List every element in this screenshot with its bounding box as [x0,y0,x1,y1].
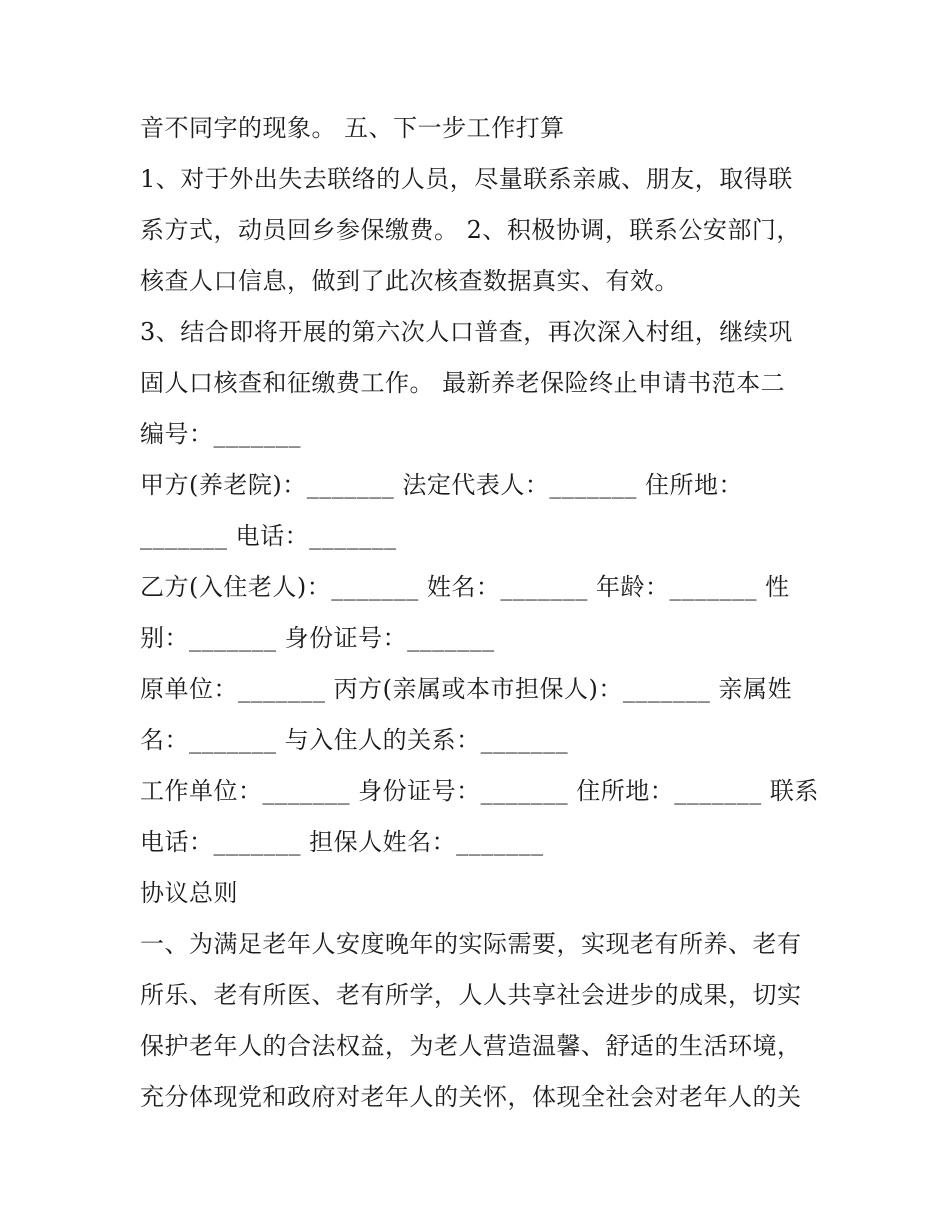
text-line: 1、对于外出失去联络的人员，尽量联系亲戚、朋友，取得联 [140,165,793,193]
text-line: 原单位：_______ 丙方(亲属或本市担保人)：_______ 亲属姓 [140,675,792,703]
text-line: 音不同字的现象。 五、下一步工作打算 [140,114,565,142]
text-line: 核查人口信息，做到了此次核查数据真实、有效。 [140,267,679,295]
text-line: 名：_______ 与入住人的关系：_______ [140,726,569,754]
text-line: 乙方(入住老人)：_______ 姓名：_______ 年龄：_______ 性 [140,573,790,601]
text-line: _______ 电话：_______ [140,522,397,550]
text-line: 3、结合即将开展的第六次人口普查，再次深入村组，继续巩 [140,318,793,346]
text-line: 电话：_______ 担保人姓名：_______ [140,828,544,856]
text-line: 充分体现党和政府对老年人的关怀，体现全社会对老年人的关 [140,1083,802,1111]
document-page [140,103,820,1123]
text-line: 固人口核查和征缴费工作。 最新养老保险终止申请书范本二 [140,369,786,397]
text-line: 所乐、老有所医、老有所学，人人共享社会进步的成果，切实 [140,981,802,1009]
text-line: 一、为满足老年人安度晚年的实际需要，实现老有所养、老有 [140,930,802,958]
text-line: 系方式，动员回乡参保缴费。 2、积极协调，联系公安部门， [140,216,801,244]
text-line: 保护老年人的合法权益，为老人营造温馨、舒适的生活环境， [140,1032,802,1060]
text-line: 编号：_______ [140,420,301,448]
section-heading: 协议总则 [140,879,238,907]
text-line: 甲方(养老院)：_______ 法定代表人：_______ 住所地： [140,471,743,499]
text-line: 别：_______ 身份证号：_______ [140,624,495,652]
text-line: 工作单位：_______ 身份证号：_______ 住所地：_______ 联系 [140,777,819,805]
